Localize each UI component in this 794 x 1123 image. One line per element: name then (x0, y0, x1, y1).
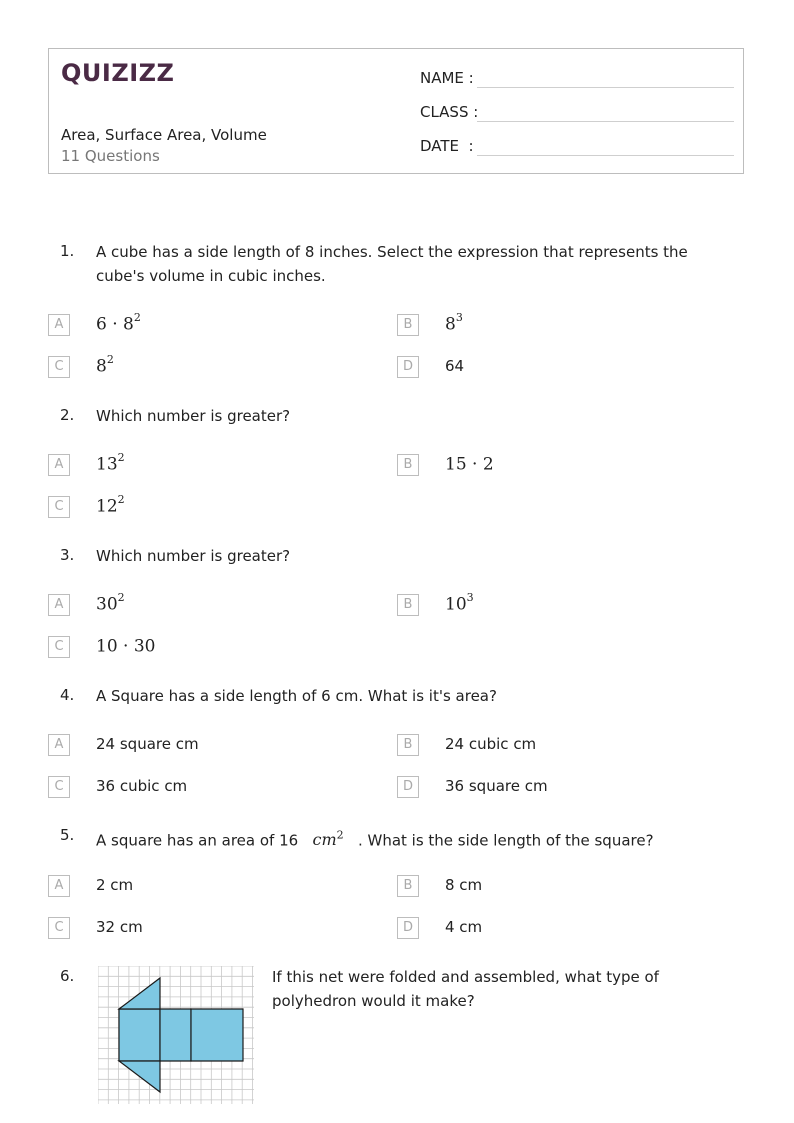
option-value: 10 · 30 (96, 636, 156, 657)
option-value: 24 square cm (96, 735, 199, 753)
option-letter: B (397, 734, 419, 756)
option-letter: C (48, 636, 70, 658)
option-letter: C (48, 356, 70, 378)
option-value: $12^2$ (96, 493, 125, 517)
question-number: 1. (60, 242, 75, 260)
option-letter: A (48, 454, 70, 476)
option-letter: A (48, 734, 70, 756)
option-letter: C (48, 917, 70, 939)
net-face-rect-2 (160, 1009, 191, 1061)
question-text: If this net were folded and assembled, what type of polyhedron would it make? (272, 968, 659, 1010)
option-letter: D (397, 356, 419, 378)
question-text: A Square has a side length of 6 cm. What is it's area? (96, 687, 497, 705)
question-text: Which number is greater? (96, 407, 291, 425)
worksheet-header (48, 48, 744, 174)
question-number: 6. (60, 967, 75, 985)
class-label: CLASS : (420, 103, 479, 121)
name-label: NAME : (420, 69, 474, 87)
question-number: 4. (60, 686, 75, 704)
option-value: $6 \cdot 8^2$ (96, 311, 141, 335)
option-letter: A (48, 594, 70, 616)
option-value: 32 cm (96, 918, 143, 936)
option-value: 8 cm (445, 876, 483, 894)
option-value: $10^3$ (445, 591, 474, 615)
option-value: 15 · 2 (445, 454, 494, 475)
option-value: 36 cubic cm (96, 777, 188, 795)
date-label: DATE : (420, 137, 474, 155)
option-value: 4 cm (445, 918, 483, 936)
option-letter: A (48, 314, 70, 336)
question-text: A square has an area of 16 $cm^2$ . What is the side length of the square? (96, 829, 654, 850)
name-line[interactable] (477, 87, 734, 88)
option-letter: B (397, 594, 419, 616)
option-letter: A (48, 875, 70, 897)
net-face-rect-1 (119, 1009, 160, 1061)
option-letter: C (48, 496, 70, 518)
option-letter: B (397, 875, 419, 897)
worksheet-title: Area, Surface Area, Volume (61, 126, 267, 144)
name-field[interactable] (420, 67, 734, 91)
net-shapes (119, 978, 243, 1092)
area-unit-math: $cm^2$ (312, 829, 344, 850)
option-letter: C (48, 776, 70, 798)
option-value: $8^2$ (96, 353, 114, 377)
option-value: 64 (445, 357, 465, 375)
option-value: $13^2$ (96, 451, 125, 475)
class-field[interactable] (420, 101, 734, 125)
question-number: 2. (60, 406, 75, 424)
option-letter: D (397, 917, 419, 939)
date-line[interactable] (477, 155, 734, 156)
date-field[interactable] (420, 135, 734, 159)
question-number: 3. (60, 546, 75, 564)
question-count: 11 Questions (61, 147, 160, 165)
question-text: A cube has a side length of 8 inches. Select the expression that represents the cube's volume in cubic inches. (96, 243, 688, 285)
class-line[interactable] (477, 121, 734, 122)
option-letter: B (397, 454, 419, 476)
option-letter: B (397, 314, 419, 336)
question-number: 5. (60, 826, 75, 844)
option-value: 2 cm (96, 876, 134, 894)
option-value: $8^3$ (445, 311, 463, 335)
option-value: 24 cubic cm (445, 735, 537, 753)
quizizz-logo: QUIZIZZ (61, 59, 175, 87)
polyhedron-net-figure (98, 966, 254, 1104)
option-value: 36 square cm (445, 777, 548, 795)
option-value: $30^2$ (96, 591, 125, 615)
net-face-rect-3 (191, 1009, 243, 1061)
option-letter: D (397, 776, 419, 798)
question-text: Which number is greater? (96, 547, 291, 565)
